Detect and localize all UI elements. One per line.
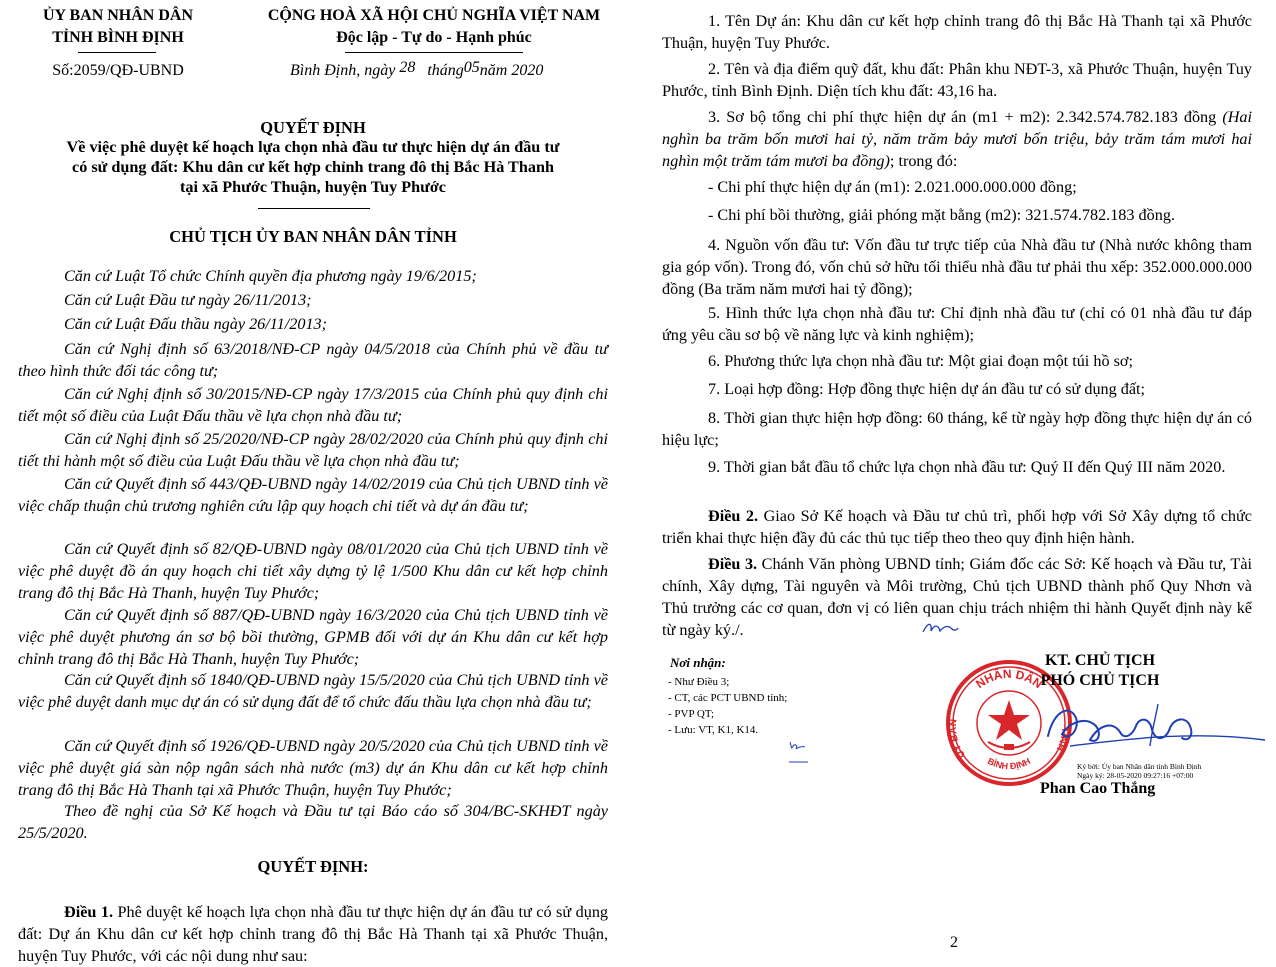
basis-8: Căn cứ Quyết định số 82/QĐ-UBND ngày 08/01/2020 của Chủ tịch UBND tỉnh về việc phê duyệt đồ án quy hoạch chi tiết xây dựng tỷ lệ 1/500 Khu dân cư kết hợp chỉnh trang đô thị Bắc Hà Thanh, huyện Tuy Phước; [18,540,608,602]
basis-6: Căn cứ Nghị định số 25/2020/NĐ-CP ngày 28/02/2020 của Chính phủ quy định chi tiết thi hành một số điều của Luật Đấu thầu về lựa chọn nhà đầu tư; [18,430,608,470]
seal-text-bottom: BÌNH ĐỊNH [985,755,1033,772]
sign-role-1: KT. CHỦ TỊCH [1044,652,1156,669]
item-3a: - Chi phí thực hiện dự án (m1): 2.021.000.000.000 đồng; [708,178,1077,196]
seal-text-top: NHÂN DÂN [973,666,1045,692]
item-4: 4. Nguồn vốn đầu tư: Vốn đầu tư trực tiếp của Nhà đầu tư (Nhà nước không tham gia góp vốn). Trong đó, vốn chủ sở hữu tối thiểu nhà đầu tư phải thu xếp: 352.000.000.000 đồng (Ba trăm năm mươi hai tỷ đồng); [662,236,1252,298]
title-line2: có sử dụng đất: Khu dân cư kết hợp chỉnh trang đô thị Bắc Hà Thanh [72,158,554,176]
digital-sign-info: Ký bởi: Ủy ban Nhân dân tỉnh Bình Định Ngày ký: 28-05-2020 09:27:16 +07:00 [1077,762,1202,780]
sign-role-2: PHÓ CHỦ TỊCH [1040,672,1160,689]
recipient-line: - PVP QT; [668,708,715,720]
item-8: 8. Thời gian thực hiện hợp đồng: 60 tháng, kể từ ngày hợp đồng thực hiện dự án có hiệu lực; [662,409,1252,449]
basis-9: Căn cứ Quyết định số 887/QĐ-UBND ngày 16/3/2020 của Chủ tịch UBND tỉnh về việc phê duyệt phương án sơ bộ bồi thường, GPMB đối với dự án Khu dân cư kết hợp chỉnh trang đô thị Bắc Hà Thanh, huyện Tuy Phước; [18,606,608,668]
basis-5: Căn cứ Nghị định số 30/2015/NĐ-CP ngày 17/3/2015 của Chính phủ quy định chi tiết một số điều của Luật Đấu thầu về lựa chọn nhà đầu tư; [18,385,608,425]
seal-star-icon [988,700,1030,740]
agency-underline [78,52,156,53]
title-underline [258,208,370,209]
signer-name: Phan Cao Thắng [1040,780,1156,797]
recipients-title: Nơi nhận: [670,655,726,670]
item-2: 2. Tên và địa điểm quỹ đất, khu đất: Phân khu NĐT-3, xã Phước Thuận, huyện Tuy Phước, tỉnh Bình Định. Diện tích khu đất: 43,16 ha. [662,60,1252,100]
place-date: Bình Định, ngày 28 tháng05năm 2020 [290,59,544,79]
nation-line1: CỘNG HOÀ XÃ HỘI CHỦ NGHĨA VIỆT NAM [267,7,601,24]
recipient-line: - CT, các PCT UBND tỉnh; [668,692,788,704]
basis-10: Căn cứ Quyết định số 1840/QĐ-UBND ngày 15/5/2020 của Chủ tịch UBND tỉnh về việc phê duyệt danh mục dự án có sử dụng đất để tổ chức đấu thầu lựa chọn nhà đầu tư; [18,671,608,711]
title-line3: tại xã Phước Thuận, huyện Tuy Phước [179,178,446,196]
basis-2: Căn cứ Luật Đầu tư ngày 26/11/2013; [64,291,312,309]
decision-heading: QUYẾT ĐỊNH: [257,857,369,876]
seal-text-right: TỈNH [1053,726,1071,753]
title-heading: QUYẾT ĐỊNH [260,118,366,137]
agency-line1: ỦY BAN NHÂN DÂN [42,7,194,24]
nation-underline [345,52,523,53]
recipient-line: - Như Điều 3; [668,676,730,688]
svg-text:BÌNH ĐỊNH [986,756,1032,771]
agency-line2: TỈNH BÌNH ĐỊNH [52,29,184,46]
item-3b: - Chi phí bồi thường, giải phóng mặt bằng (m2): 321.574.782.183 đồng. [708,206,1175,224]
initials-mark [920,620,960,636]
nation-line2: Độc lập - Tự do - Hạnh phúc [336,29,532,46]
article-2: Điều 2. Giao Sở Kế hoạch và Đầu tư chủ trì, phối hợp với Sở Xây dựng tổ chức triển khai thực hiện đầy đủ các thủ tục tiếp theo theo quy định hiện hành. [662,507,1252,547]
item-7: 7. Loại hợp đồng: Hợp đồng thực hiện dự án đầu tư có sử dụng đất; [708,380,1146,398]
basis-12: Theo đề nghị của Sở Kế hoạch và Đầu tư tại Báo cáo số 304/BC-SKHĐT ngày 25/5/2020. [18,802,608,842]
seal-text-left: ỦY BAN [947,718,969,761]
handwritten-signature [1040,696,1270,758]
svg-text:ỦY BAN [948,719,968,761]
basis-7: Căn cứ Quyết định số 443/QĐ-UBND ngày 14/02/2019 của Chủ tịch UBND tỉnh về việc chấp thuận chủ trương nghiên cứu lập quy hoạch chi tiết và dự án đầu tư; [18,475,608,515]
page-number: 2 [950,934,958,951]
item-6: 6. Phương thức lựa chọn nhà đầu tư: Một giai đoạn một túi hồ sơ; [708,352,1133,370]
initials-mark [786,738,812,768]
basis-3: Căn cứ Luật Đấu thầu ngày 26/11/2013; [64,315,328,333]
article-1: Điều 1. Phê duyệt kế hoạch lựa chọn nhà đầu tư thực hiện dự án đầu tư có sử dụng đất: Dự án Khu dân cư kết hợp chỉnh trang đô thị Bắc Hà Thanh tại xã Phước Thuận, huyện Tuy Phước, với các nội dung như sau: [18,903,609,965]
authority: CHỦ TỊCH ỦY BAN NHÂN DÂN TỈNH [169,227,457,246]
article-3: Điều 3. Chánh Văn phòng UBND tỉnh; Giám đốc các Sở: Kế hoạch và Đầu tư, Tài chính, Xây dựng, Tài nguyên và Môi trường, Chủ tịch UBND thành phố Quy Nhơn và Thủ trưởng các cơ quan, đơn vị có liên quan chịu trách nhiệm thi hành Quyết định này kể từ ngày ký./. [662,555,1252,639]
item-5: 5. Hình thức lựa chọn nhà đầu tư: Chỉ định nhà đầu tư (chỉ có 01 nhà đầu tư đáp ứng yêu cầu sơ bộ về năng lực và kinh nghiệm); [662,304,1252,344]
basis-1: Căn cứ Luật Tổ chức Chính quyền địa phương ngày 19/6/2015; [64,267,477,285]
item-1: 1. Tên Dự án: Khu dân cư kết hợp chỉnh trang đô thị Bắc Hà Thanh tại xã Phước Thuận, huyện Tuy Phước. [662,12,1252,52]
doc-number: Số:2059/QĐ-UBND [52,62,184,79]
title-line1: Về việc phê duyệt kế hoạch lựa chọn nhà đầu tư thực hiện dự án đầu tư [66,138,560,156]
basis-11: Căn cứ Quyết định số 1926/QĐ-UBND ngày 20/5/2020 của Chủ tịch UBND tỉnh về việc phê duyệt giá sàn nộp ngân sách nhà nước (m3) dự án Khu dân cư kết hợp chỉnh trang đô thị Bắc Hà Thanh tại xã Phước Thuận, huyện Tuy Phước; [18,737,608,799]
basis-4: Căn cứ Nghị định số 63/2018/NĐ-CP ngày 04/5/2018 của Chính phủ về đầu tư theo hình thức đối tác công tư; [18,340,608,380]
recipient-line: - Lưu: VT, K1, K14. [668,724,759,736]
item-9: 9. Thời gian bắt đầu tổ chức lựa chọn nhà đầu tư: Quý II đến Quý III năm 2020. [708,458,1226,476]
item-3: 3. Sơ bộ tổng chi phí thực hiện dự án (m1 + m2): 2.342.574.782.183 đồng (Hai nghìn ba trăm bốn mươi hai tỷ, năm trăm bảy mươi bốn triệu, bảy trăm tám mươi hai nghìn một trăm tám mươi ba đồng); trong đó: [662,108,1252,170]
